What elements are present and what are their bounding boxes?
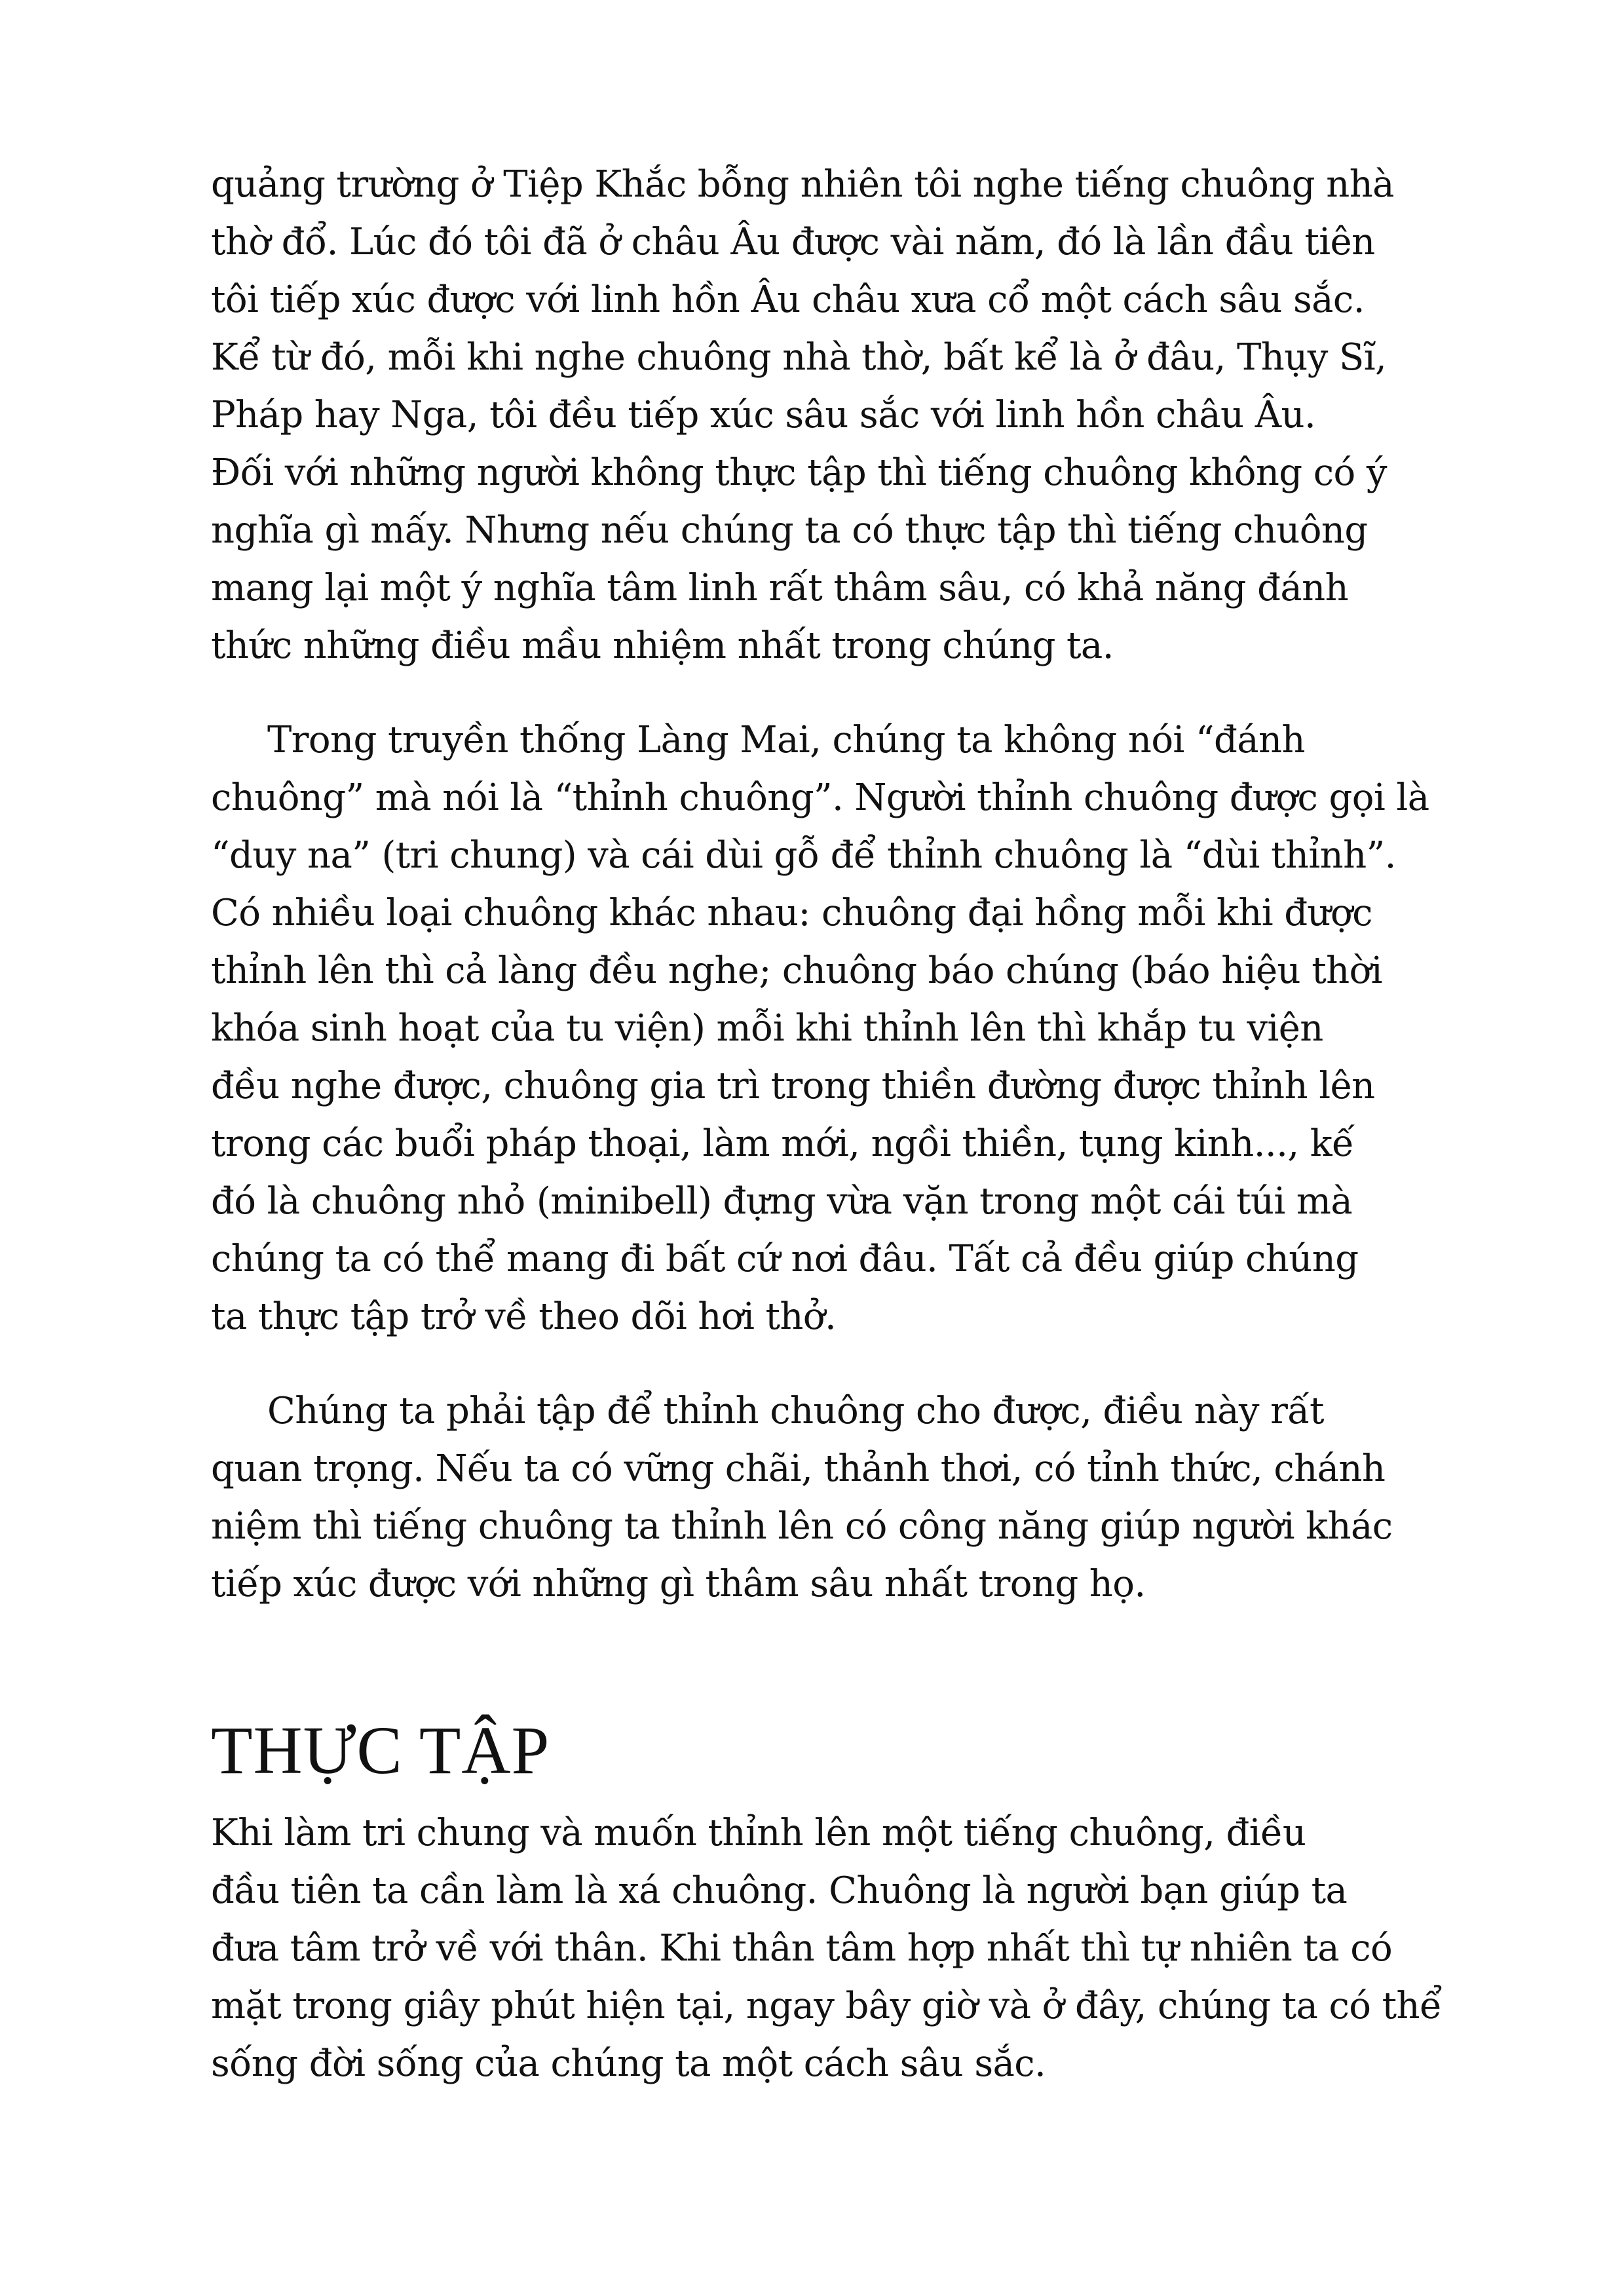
text-line: Đối với những người không thực tập thì tiếng chuông không có ý xyxy=(211,451,1387,494)
text-line: thờ đổ. Lúc đó tôi đã ở châu Âu được vài năm, đó là lần đầu tiên xyxy=(211,221,1375,263)
text-line: chúng ta có thể mang đi bất cứ nơi đâu. Tất cả đều giúp chúng xyxy=(211,1238,1359,1280)
section-heading-block xyxy=(211,1712,1429,1790)
text-line: đó là chuông nhỏ (minibell) đựng vừa vặn trong một cái túi mà xyxy=(211,1180,1353,1223)
text-line: quan trọng. Nếu ta có vững chãi, thảnh thơi, có tỉnh thức, chánh xyxy=(211,1447,1386,1490)
text-line: Có nhiều loại chuông khác nhau: chuông đại hồng mỗi khi được xyxy=(211,892,1372,934)
text-line: Trong truyền thống Làng Mai, chúng ta không nói “đánh xyxy=(267,719,1305,761)
text-line: đều nghe được, chuông gia trì trong thiền đường được thỉnh lên xyxy=(211,1065,1375,1107)
text-line: “duy na” (tri chung) và cái dùi gỗ để thỉnh chuông là “dùi thỉnh”. xyxy=(211,834,1396,877)
paragraph-1 xyxy=(211,156,1429,675)
text-line: sống đời sống của chúng ta một cách sâu sắc. xyxy=(211,2042,1046,2085)
text-line: mang lại một ý nghĩa tâm linh rất thâm sâu, có khả năng đánh xyxy=(211,567,1349,609)
section-paragraph xyxy=(211,1805,1442,2093)
document-page xyxy=(211,156,1442,2093)
paragraph-3 xyxy=(211,1383,1429,1613)
text-line: Kể từ đó, mỗi khi nghe chuông nhà thờ, bất kể là ở đâu, Thụy Sĩ, xyxy=(211,336,1387,379)
text-line: thỉnh lên thì cả làng đều nghe; chuông báo chúng (báo hiệu thời xyxy=(211,949,1382,992)
text-line: Pháp hay Nga, tôi đều tiếp xúc sâu sắc với linh hồn châu Âu. xyxy=(211,394,1316,436)
text-line: ta thực tập trở về theo dõi hơi thở. xyxy=(211,1295,837,1338)
text-line: nghĩa gì mấy. Nhưng nếu chúng ta có thực tập thì tiếng chuông xyxy=(211,509,1368,552)
section-heading: THỰC TẬP xyxy=(211,1713,550,1788)
text-line: niệm thì tiếng chuông ta thỉnh lên có công năng giúp người khác xyxy=(211,1505,1393,1548)
text-line: trong các buổi pháp thoại, làm mới, ngồi thiền, tụng kinh..., kế xyxy=(211,1122,1354,1165)
text-line: khóa sinh hoạt của tu viện) mỗi khi thỉnh lên thì khắp tu viện xyxy=(211,1007,1323,1050)
text-line: tôi tiếp xúc được với linh hồn Âu châu xưa cổ một cách sâu sắc. xyxy=(211,278,1365,321)
text-line: quảng trường ở Tiệp Khắc bỗng nhiên tôi nghe tiếng chuông nhà xyxy=(211,163,1394,206)
text-line: đầu tiên ta cần làm là xá chuông. Chuông là người bạn giúp ta xyxy=(211,1869,1348,1912)
paragraph-2 xyxy=(211,712,1429,1346)
text-line: mặt trong giây phút hiện tại, ngay bây giờ và ở đây, chúng ta có thể xyxy=(211,1985,1442,2027)
text-line: chuông” mà nói là “thỉnh chuông”. Người thỉnh chuông được gọi là xyxy=(211,776,1429,819)
text-line: tiếp xúc được với những gì thâm sâu nhất trong họ. xyxy=(211,1563,1146,1605)
text-line: Khi làm tri chung và muốn thỉnh lên một tiếng chuông, điều xyxy=(211,1812,1306,1854)
text-line: thức những điều mầu nhiệm nhất trong chúng ta. xyxy=(211,624,1114,667)
text-line: đưa tâm trở về với thân. Khi thân tâm hợp nhất thì tự nhiên ta có xyxy=(211,1927,1393,1970)
text-line: Chúng ta phải tập để thỉnh chuông cho được, điều này rất xyxy=(267,1390,1324,1432)
